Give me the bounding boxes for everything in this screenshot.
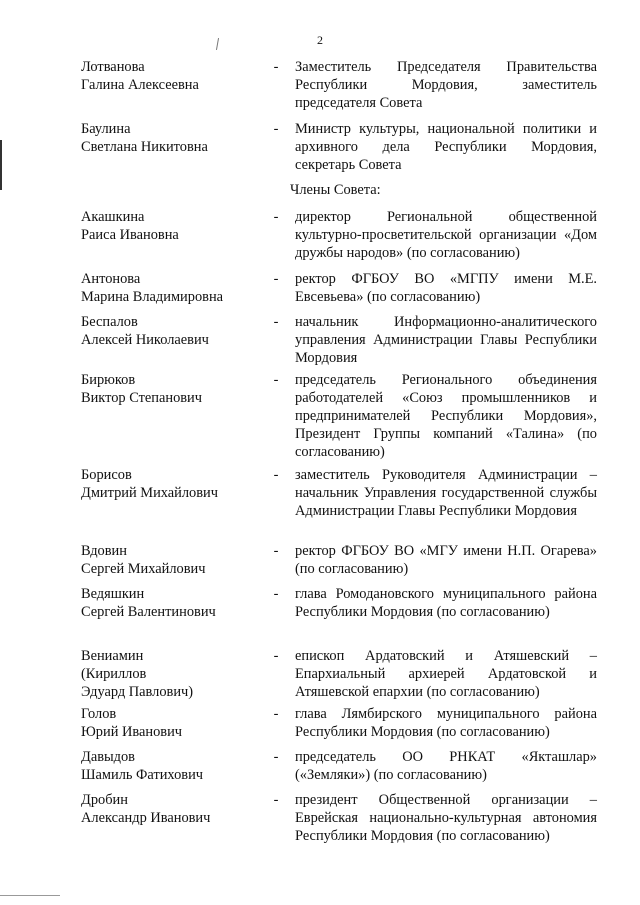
member-name: Голов Юрий Иванович [81,706,183,740]
member-name: Беспалов Алексей Николаевич [81,314,209,348]
member-role: директор Региональной общественной культурно-просветительской организации «Дом дружбы народов» (по согласованию) [295,209,597,261]
member-dash: - [273,271,279,287]
member-role: глава Лямбирского муниципального района Республики Мордовия (по согласованию) [295,706,597,740]
member-dash: - [273,543,279,559]
member-role: начальник Информационно-аналитического управления Администрации Главы Республики Мордовия [295,314,597,366]
member-role: заместитель Руководителя Администрации – начальник Управления государственной службы Администрации Главы Республики Мордовия [295,467,597,519]
member-name: Баулина Светлана Никитовна [81,121,208,155]
section-label: Члены Совета: [290,182,381,198]
member-role: ректор ФГБОУ ВО «МГУ имени Н.П. Огарева» (по согласованию) [295,543,597,577]
member-name: Давыдов Шамиль Фатихович [81,749,204,783]
binding-mark [0,140,2,190]
member-dash: - [273,706,279,722]
member-dash: - [273,314,279,330]
member-role: председатель ОО РНКАТ «Якташлар» («Земляки») (по согласованию) [295,749,597,783]
member-name: Вениамин (Кириллов Эдуард Павлович) [81,648,194,700]
member-dash: - [273,749,279,765]
member-role: Заместитель Председателя Правительства Республики Мордовия, заместитель председателя Совета [295,59,597,111]
member-dash: - [273,648,279,664]
member-name: Вдовин Сергей Михайлович [81,543,206,577]
member-role: председатель Регионального объединения работодателей «Союз промышленников и предпринимателей Республики Мордовия», Президент Группы компаний «Талина» (по согласованию) [295,372,597,460]
member-name: Лотванова Галина Алексеевна [81,59,199,93]
member-name: Дробин Александр Иванович [81,792,211,826]
member-name: Акашкина Раиса Ивановна [81,209,179,243]
bottom-rule [0,895,60,896]
member-dash: - [273,209,279,225]
member-dash: - [273,121,279,137]
member-role: президент Общественной организации – Еврейская национально-культурная автономия Республики Мордовия (по согласованию) [295,792,597,844]
member-dash: - [273,59,279,75]
member-role: Министр культуры, национальной политики и архивного дела Республики Мордовия, секретарь Совета [295,121,597,173]
member-dash: - [273,372,279,388]
member-role: епископ Ардатовский и Атяшевский – Епархиальный архиерей Ардатовской и Атяшевской епархии (по согласованию) [295,648,597,700]
member-dash: - [273,467,279,483]
member-role: глава Ромодановского муниципального района Республики Мордовия (по согласованию) [295,586,597,620]
member-name: Бирюков Виктор Степанович [81,372,202,406]
member-role: ректор ФГБОУ ВО «МГПУ имени М.Е. Евсевьева» (по согласованию) [295,271,597,305]
member-dash: - [273,792,279,808]
member-name: Борисов Дмитрий Михайлович [81,467,218,501]
member-name: Ведяшкин Сергей Валентинович [81,586,216,620]
member-name: Антонова Марина Владимировна [81,271,224,305]
member-dash: - [273,586,279,602]
page-number: 2 [317,33,323,47]
